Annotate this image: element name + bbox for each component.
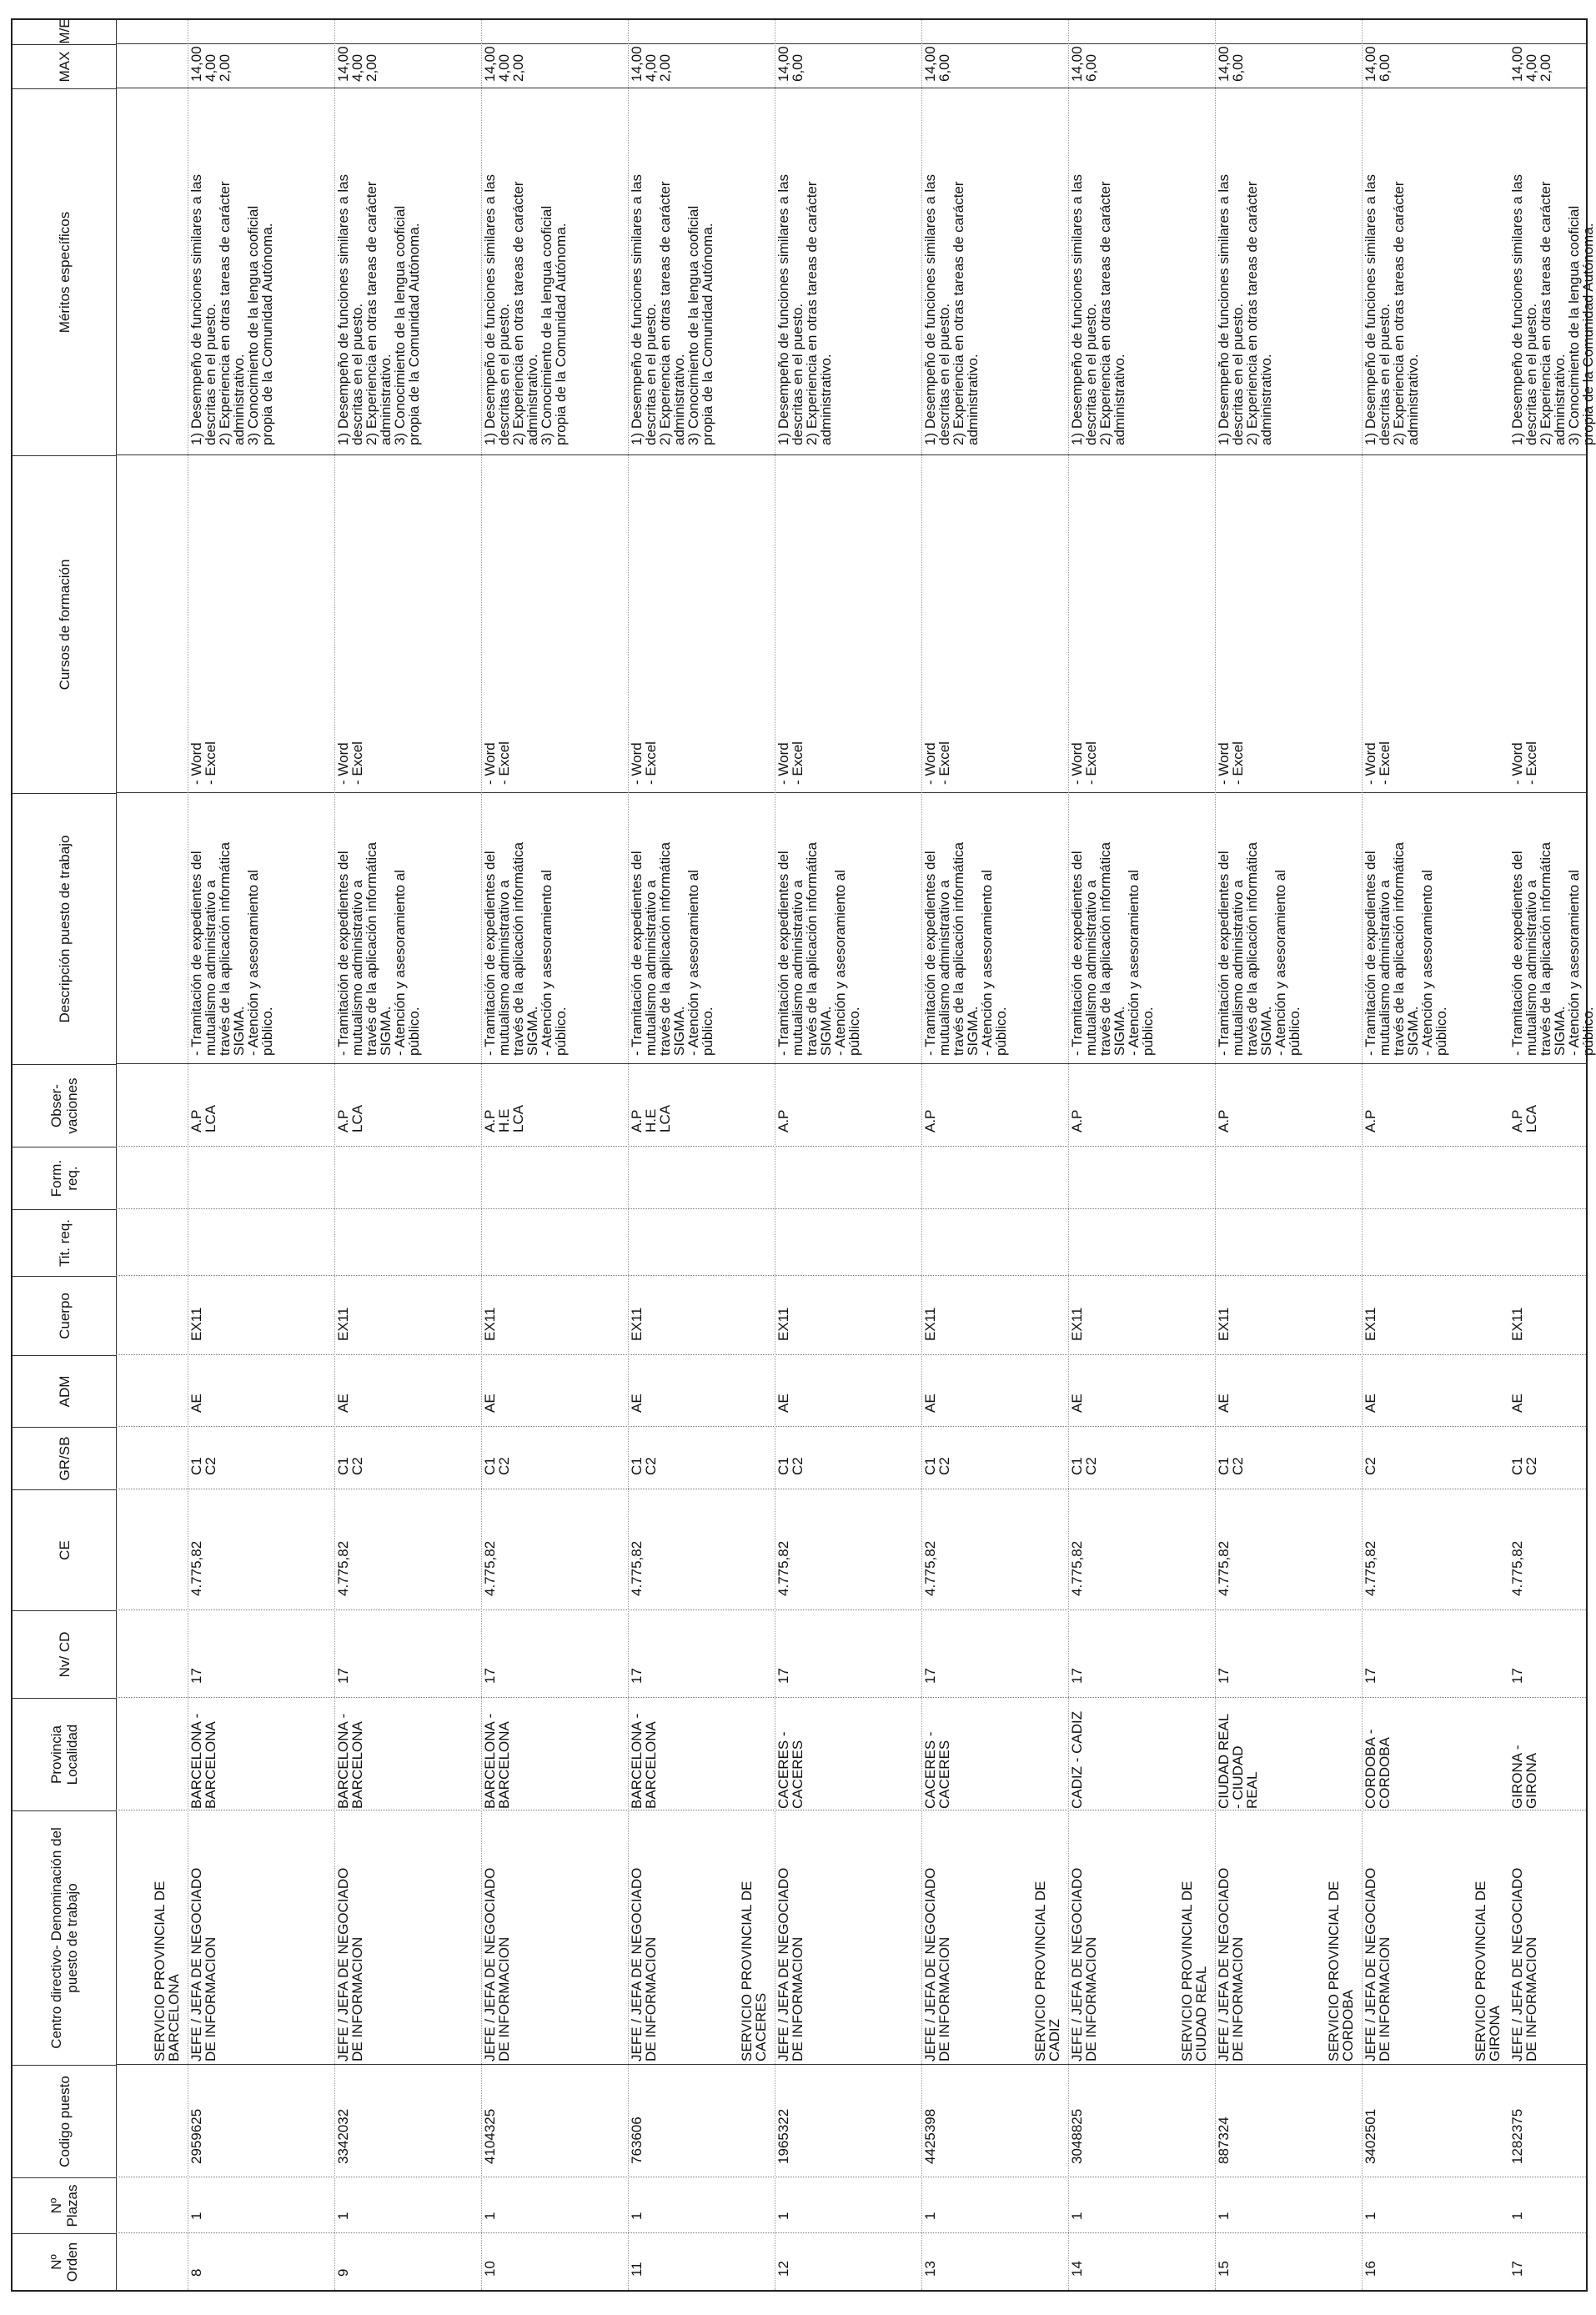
row-adm: AE bbox=[775, 1394, 791, 1413]
row-provincia: CACERES - CACERES bbox=[922, 1731, 952, 1809]
row-grupo: C1 C2 bbox=[188, 1457, 218, 1475]
row-codigo: 1282375 bbox=[1509, 2108, 1525, 2164]
header-meritos: Méritos específicos bbox=[13, 88, 116, 455]
row-grupo: C1 C2 bbox=[1216, 1457, 1246, 1475]
row-adm: AE bbox=[1216, 1394, 1232, 1413]
row-nivel: 17 bbox=[188, 1668, 204, 1684]
service-heading: SERVICIO PROVINCIAL DE CIUDAD REAL bbox=[1179, 1881, 1209, 2061]
row-descripcion: - Tramitación de expedientes del mutualismo administrativo a través de la aplicación informática SIGMA. - Atención y asesoramiento al público. bbox=[629, 841, 715, 1056]
row-observaciones: A.P LCA bbox=[188, 1104, 218, 1132]
header-titulo: Tit. req. bbox=[13, 1209, 116, 1276]
row-plazas: 1 bbox=[629, 2212, 645, 2220]
row-orden: 14 bbox=[1069, 2261, 1085, 2277]
row-provincia: GIRONA - GIRONA bbox=[1509, 1745, 1539, 1809]
row-orden: 15 bbox=[1216, 2261, 1232, 2277]
row-observaciones: A.P bbox=[1216, 1109, 1232, 1132]
header-ce: CE bbox=[13, 1489, 116, 1610]
row-descripcion: - Tramitación de expedientes del mutualismo administrativo a través de la aplicación informática SIGMA. - Atención y asesoramiento al público. bbox=[922, 841, 1009, 1056]
row-meritos: 1) Desempeño de funciones similares a las descritas en el puesto. 2) Experiencia en otras tareas de carácter administrativo. bbox=[922, 173, 981, 445]
row-codigo: 3402501 bbox=[1363, 2108, 1378, 2164]
row-grupo: C1 C2 bbox=[922, 1457, 952, 1475]
row-observaciones: A.P bbox=[1363, 1109, 1378, 1132]
row-max: 14,00 6,00 bbox=[1069, 46, 1099, 82]
row-grupo: C1 C2 bbox=[775, 1457, 806, 1475]
row-ce: 4.775,82 bbox=[775, 1540, 791, 1596]
service-heading: SERVICIO PROVINCIAL DE CORDOBA bbox=[1326, 1881, 1356, 2061]
row-cuerpo: EX11 bbox=[188, 1307, 204, 1341]
row-cursos: - Word - Excel bbox=[335, 741, 365, 785]
row-plazas: 1 bbox=[188, 2212, 204, 2220]
row-orden: 17 bbox=[1509, 2261, 1525, 2277]
row-adm: AE bbox=[335, 1394, 351, 1413]
header-cursos: Cursos de formación bbox=[13, 455, 116, 793]
row-codigo: 1965322 bbox=[775, 2108, 791, 2164]
row-codigo: 4425398 bbox=[922, 2108, 938, 2164]
row-max: 14,00 4,00 2,00 bbox=[629, 46, 673, 82]
row-cursos: - Word - Excel bbox=[775, 741, 806, 785]
row-codigo: 2959625 bbox=[188, 2108, 204, 2164]
row-ce: 4.775,82 bbox=[482, 1540, 498, 1596]
row-codigo: 763606 bbox=[629, 2117, 645, 2164]
row-descripcion: - Tramitación de expedientes del mutualismo administrativo a través de la aplicación informática SIGMA. - Atención y asesoramiento al público. bbox=[482, 841, 569, 1056]
row-adm: AE bbox=[1069, 1394, 1085, 1413]
row-descripcion: - Tramitación de expedientes del mutualismo administrativo a través de la aplicación informática SIGMA. - Atención y asesoramiento al público. bbox=[335, 841, 422, 1056]
row-meritos: 1) Desempeño de funciones similares a las descritas en el puesto. 2) Experiencia en otras tareas de carácter administrativo. 3) Conocimiento de la lengua cooficial propia de la Comunidad Autónoma. bbox=[335, 173, 422, 445]
header-centro: Centro directivo- Denominación del puesto de trabajo bbox=[13, 1810, 116, 2065]
row-nivel: 17 bbox=[1363, 1668, 1378, 1684]
row-cursos: - Word - Excel bbox=[1363, 741, 1393, 785]
positions-table bbox=[11, 18, 1596, 2292]
row-observaciones: A.P bbox=[922, 1109, 938, 1132]
row-max: 14,00 4,00 2,00 bbox=[188, 46, 233, 82]
header-observaciones: Obser- vaciones bbox=[13, 1064, 116, 1147]
row-meritos: 1) Desempeño de funciones similares a las descritas en el puesto. 2) Experiencia en otras tareas de carácter administrativo. bbox=[775, 173, 834, 445]
row-grupo: C1 C2 bbox=[1509, 1457, 1539, 1475]
row-cursos: - Word - Excel bbox=[922, 741, 952, 785]
row-provincia: BARCELONA - BARCELONA bbox=[629, 1713, 659, 1809]
row-observaciones: A.P bbox=[775, 1109, 791, 1132]
row-puesto: JEFE / JEFA DE NEGOCIADO DE INFORMACION bbox=[1509, 1867, 1539, 2061]
row-ce: 4.775,82 bbox=[1069, 1540, 1085, 1596]
row-meritos: 1) Desempeño de funciones similares a las descritas en el puesto. 2) Experiencia en otras tareas de carácter administrativo. 3) Conocimiento de la lengua cooficial propia de la Comunidad Autónoma. bbox=[188, 173, 275, 445]
row-provincia: CIUDAD REAL - CIUDAD REAL bbox=[1216, 1713, 1260, 1809]
row-orden: 16 bbox=[1363, 2261, 1378, 2277]
row-plazas: 1 bbox=[1363, 2212, 1378, 2220]
row-provincia: CADIZ - CADIZ bbox=[1069, 1710, 1085, 1809]
row-nivel: 17 bbox=[1069, 1668, 1085, 1684]
row-codigo: 887324 bbox=[1216, 2117, 1232, 2164]
row-plazas: 1 bbox=[1509, 2212, 1525, 2220]
row-provincia: BARCELONA - BARCELONA bbox=[188, 1713, 218, 1809]
row-meritos: 1) Desempeño de funciones similares a las descritas en el puesto. 2) Experiencia en otras tareas de carácter administrativo. bbox=[1069, 173, 1127, 445]
header-me: M/E bbox=[56, 18, 73, 44]
row-max: 14,00 4,00 2,00 bbox=[335, 46, 379, 82]
row-puesto: JEFE / JEFA DE NEGOCIADO DE INFORMACION bbox=[335, 1867, 365, 2061]
row-codigo: 3048825 bbox=[1069, 2108, 1085, 2164]
row-puesto: JEFE / JEFA DE NEGOCIADO DE INFORMACION bbox=[922, 1867, 952, 2061]
row-cuerpo: EX11 bbox=[1509, 1307, 1525, 1341]
row-puesto: JEFE / JEFA DE NEGOCIADO DE INFORMACION bbox=[188, 1867, 218, 2061]
row-observaciones: A.P LCA bbox=[335, 1104, 365, 1132]
row-plazas: 1 bbox=[1069, 2212, 1085, 2220]
table-row bbox=[775, 20, 922, 2290]
row-cuerpo: EX11 bbox=[482, 1307, 498, 1341]
row-orden: 11 bbox=[629, 2262, 645, 2277]
row-cuerpo: EX11 bbox=[1363, 1307, 1378, 1341]
row-puesto: JEFE / JEFA DE NEGOCIADO DE INFORMACION bbox=[1069, 1867, 1099, 2061]
header-adm: ADM bbox=[13, 1355, 116, 1427]
row-meritos: 1) Desempeño de funciones similares a las descritas en el puesto. 2) Experiencia en otras tareas de carácter administrativo. bbox=[1363, 173, 1421, 445]
row-nivel: 17 bbox=[775, 1668, 791, 1684]
row-cuerpo: EX11 bbox=[922, 1307, 938, 1341]
row-cursos: - Word - Excel bbox=[1069, 741, 1099, 785]
header-grupo: GR/SB bbox=[13, 1427, 116, 1489]
row-adm: AE bbox=[922, 1394, 938, 1413]
row-cursos: - Word - Excel bbox=[629, 741, 659, 785]
row-max: 14,00 6,00 bbox=[1216, 46, 1246, 82]
service-heading: SERVICIO PROVINCIAL DE BARCELONA bbox=[152, 1881, 182, 2061]
table-row bbox=[481, 20, 629, 2290]
row-ce: 4.775,82 bbox=[922, 1540, 938, 1596]
row-codigo: 4104325 bbox=[482, 2108, 498, 2164]
row-cursos: - Word - Excel bbox=[188, 741, 218, 785]
row-descripcion: - Tramitación de expedientes del mutualismo administrativo a través de la aplicación informática SIGMA. - Atención y asesoramiento al público. bbox=[1216, 841, 1302, 1056]
header-plazas: Nº Plazas bbox=[13, 2177, 116, 2233]
row-nivel: 17 bbox=[335, 1668, 351, 1684]
row-cuerpo: EX11 bbox=[1069, 1307, 1085, 1341]
row-nivel: 17 bbox=[922, 1668, 938, 1684]
header-max: MAX bbox=[13, 44, 116, 88]
row-orden: 8 bbox=[188, 2268, 204, 2277]
row-cuerpo: EX11 bbox=[629, 1307, 645, 1341]
row-descripcion: - Tramitación de expedientes del mutualismo administrativo a través de la aplicación informática SIGMA. - Atención y asesoramiento al público. bbox=[188, 841, 275, 1056]
row-ce: 4.775,82 bbox=[1216, 1540, 1232, 1596]
row-cuerpo: EX11 bbox=[335, 1307, 351, 1341]
row-ce: 4.775,82 bbox=[335, 1540, 351, 1596]
row-nivel: 17 bbox=[1509, 1668, 1525, 1684]
row-ce: 4.775,82 bbox=[188, 1540, 204, 1596]
table-row bbox=[334, 20, 482, 2290]
row-grupo: C1 C2 bbox=[482, 1457, 512, 1475]
row-observaciones: A.P H.E LCA bbox=[482, 1104, 526, 1132]
row-ce: 4.775,82 bbox=[1509, 1540, 1525, 1596]
header-cuerpo: Cuerpo bbox=[13, 1276, 116, 1355]
row-cuerpo: EX11 bbox=[775, 1307, 791, 1341]
row-provincia: BARCELONA - BARCELONA bbox=[335, 1713, 365, 1809]
row-adm: AE bbox=[188, 1394, 204, 1413]
row-plazas: 1 bbox=[482, 2212, 498, 2220]
row-max: 14,00 4,00 2,00 bbox=[482, 46, 526, 82]
header-codigo: Codigo puesto bbox=[13, 2065, 116, 2177]
row-meritos: 1) Desempeño de funciones similares a las descritas en el puesto. 2) Experiencia en otras tareas de carácter administrativo. bbox=[1216, 173, 1274, 445]
row-descripcion: - Tramitación de expedientes del mutualismo administrativo a través de la aplicación informática SIGMA. - Atención y asesoramiento al público. bbox=[775, 841, 862, 1056]
row-adm: AE bbox=[1509, 1394, 1525, 1413]
row-adm: AE bbox=[629, 1394, 645, 1413]
row-puesto: JEFE / JEFA DE NEGOCIADO DE INFORMACION bbox=[1363, 1867, 1393, 2061]
header-orden: Nº Orden bbox=[13, 2233, 116, 2290]
row-observaciones: A.P H.E LCA bbox=[629, 1104, 673, 1132]
row-cursos: - Word - Excel bbox=[1216, 741, 1246, 785]
row-descripcion: - Tramitación de expedientes del mutualismo administrativo a través de la aplicación informática SIGMA. - Atención y asesoramiento al público. bbox=[1363, 841, 1449, 1056]
header-nivel: Nv/ CD bbox=[13, 1610, 116, 1698]
row-puesto: JEFE / JEFA DE NEGOCIADO DE INFORMACION bbox=[629, 1867, 659, 2061]
row-descripcion: - Tramitación de expedientes del mutualismo administrativo a través de la aplicación informática SIGMA. - Atención y asesoramiento al público. bbox=[1509, 841, 1596, 1056]
row-puesto: JEFE / JEFA DE NEGOCIADO DE INFORMACION bbox=[775, 1867, 806, 2061]
row-orden: 13 bbox=[922, 2261, 938, 2277]
row-orden: 10 bbox=[482, 2261, 498, 2277]
row-grupo: C1 C2 bbox=[335, 1457, 365, 1475]
row-plazas: 1 bbox=[922, 2212, 938, 2220]
row-max: 14,00 6,00 bbox=[775, 46, 806, 82]
row-nivel: 17 bbox=[629, 1668, 645, 1684]
row-ce: 4.775,82 bbox=[1363, 1540, 1378, 1596]
row-max: 14,00 4,00 2,00 bbox=[1509, 46, 1553, 82]
row-observaciones: A.P LCA bbox=[1509, 1104, 1539, 1132]
service-heading: SERVICIO PROVINCIAL DE GIRONA bbox=[1473, 1881, 1503, 2061]
service-heading: SERVICIO PROVINCIAL DE CADIZ bbox=[1032, 1881, 1062, 2061]
row-grupo: C1 C2 bbox=[629, 1457, 659, 1475]
row-provincia: CORDOBA - CORDOBA bbox=[1363, 1729, 1393, 1809]
row-grupo: C1 C2 bbox=[1069, 1457, 1099, 1475]
row-cursos: - Word - Excel bbox=[1509, 741, 1539, 785]
row-adm: AE bbox=[482, 1394, 498, 1413]
row-meritos: 1) Desempeño de funciones similares a las descritas en el puesto. 2) Experiencia en otras tareas de carácter administrativo. 3) Conocimiento de la lengua cooficial propia de la Comunidad Autónoma. bbox=[629, 173, 715, 445]
row-plazas: 1 bbox=[775, 2212, 791, 2220]
service-heading: SERVICIO PROVINCIAL DE CACERES bbox=[739, 1881, 769, 2061]
row-plazas: 1 bbox=[335, 2212, 351, 2220]
row-nivel: 17 bbox=[482, 1668, 498, 1684]
row-nivel: 17 bbox=[1216, 1668, 1232, 1684]
row-observaciones: A.P bbox=[1069, 1109, 1085, 1132]
row-codigo: 3342032 bbox=[335, 2108, 351, 2164]
row-max: 14,00 6,00 bbox=[922, 46, 952, 82]
row-adm: AE bbox=[1363, 1394, 1378, 1413]
row-meritos: 1) Desempeño de funciones similares a las descritas en el puesto. 2) Experiencia en otras tareas de carácter administrativo. 3) Conocimiento de la lengua cooficial propia de la Comunidad Autónoma. bbox=[1509, 173, 1596, 445]
row-descripcion: - Tramitación de expedientes del mutualismo administrativo a través de la aplicación informática SIGMA. - Atención y asesoramiento al público. bbox=[1069, 841, 1156, 1056]
row-provincia: CACERES - CACERES bbox=[775, 1731, 806, 1809]
row-puesto: JEFE / JEFA DE NEGOCIADO DE INFORMACION bbox=[482, 1867, 512, 2061]
header-descripcion: Descripción puesto de trabajo bbox=[13, 793, 116, 1064]
row-orden: 12 bbox=[775, 2261, 791, 2277]
row-plazas: 1 bbox=[1216, 2212, 1232, 2220]
header-provincia: Provincia Localidad bbox=[13, 1698, 116, 1810]
row-provincia: BARCELONA - BARCELONA bbox=[482, 1713, 512, 1809]
row-max: 14,00 6,00 bbox=[1363, 46, 1393, 82]
row-cuerpo: EX11 bbox=[1216, 1307, 1232, 1341]
row-ce: 4.775,82 bbox=[629, 1540, 645, 1596]
row-grupo: C2 bbox=[1363, 1457, 1378, 1475]
table-row bbox=[188, 20, 335, 2290]
row-puesto: JEFE / JEFA DE NEGOCIADO DE INFORMACION bbox=[1216, 1867, 1246, 2061]
row-cursos: - Word - Excel bbox=[482, 741, 512, 785]
row-orden: 9 bbox=[335, 2268, 351, 2277]
row-meritos: 1) Desempeño de funciones similares a las descritas en el puesto. 2) Experiencia en otras tareas de carácter administrativo. 3) Conocimiento de la lengua cooficial propia de la Comunidad Autónoma. bbox=[482, 173, 569, 445]
header-formacion: Form. req. bbox=[13, 1147, 116, 1209]
